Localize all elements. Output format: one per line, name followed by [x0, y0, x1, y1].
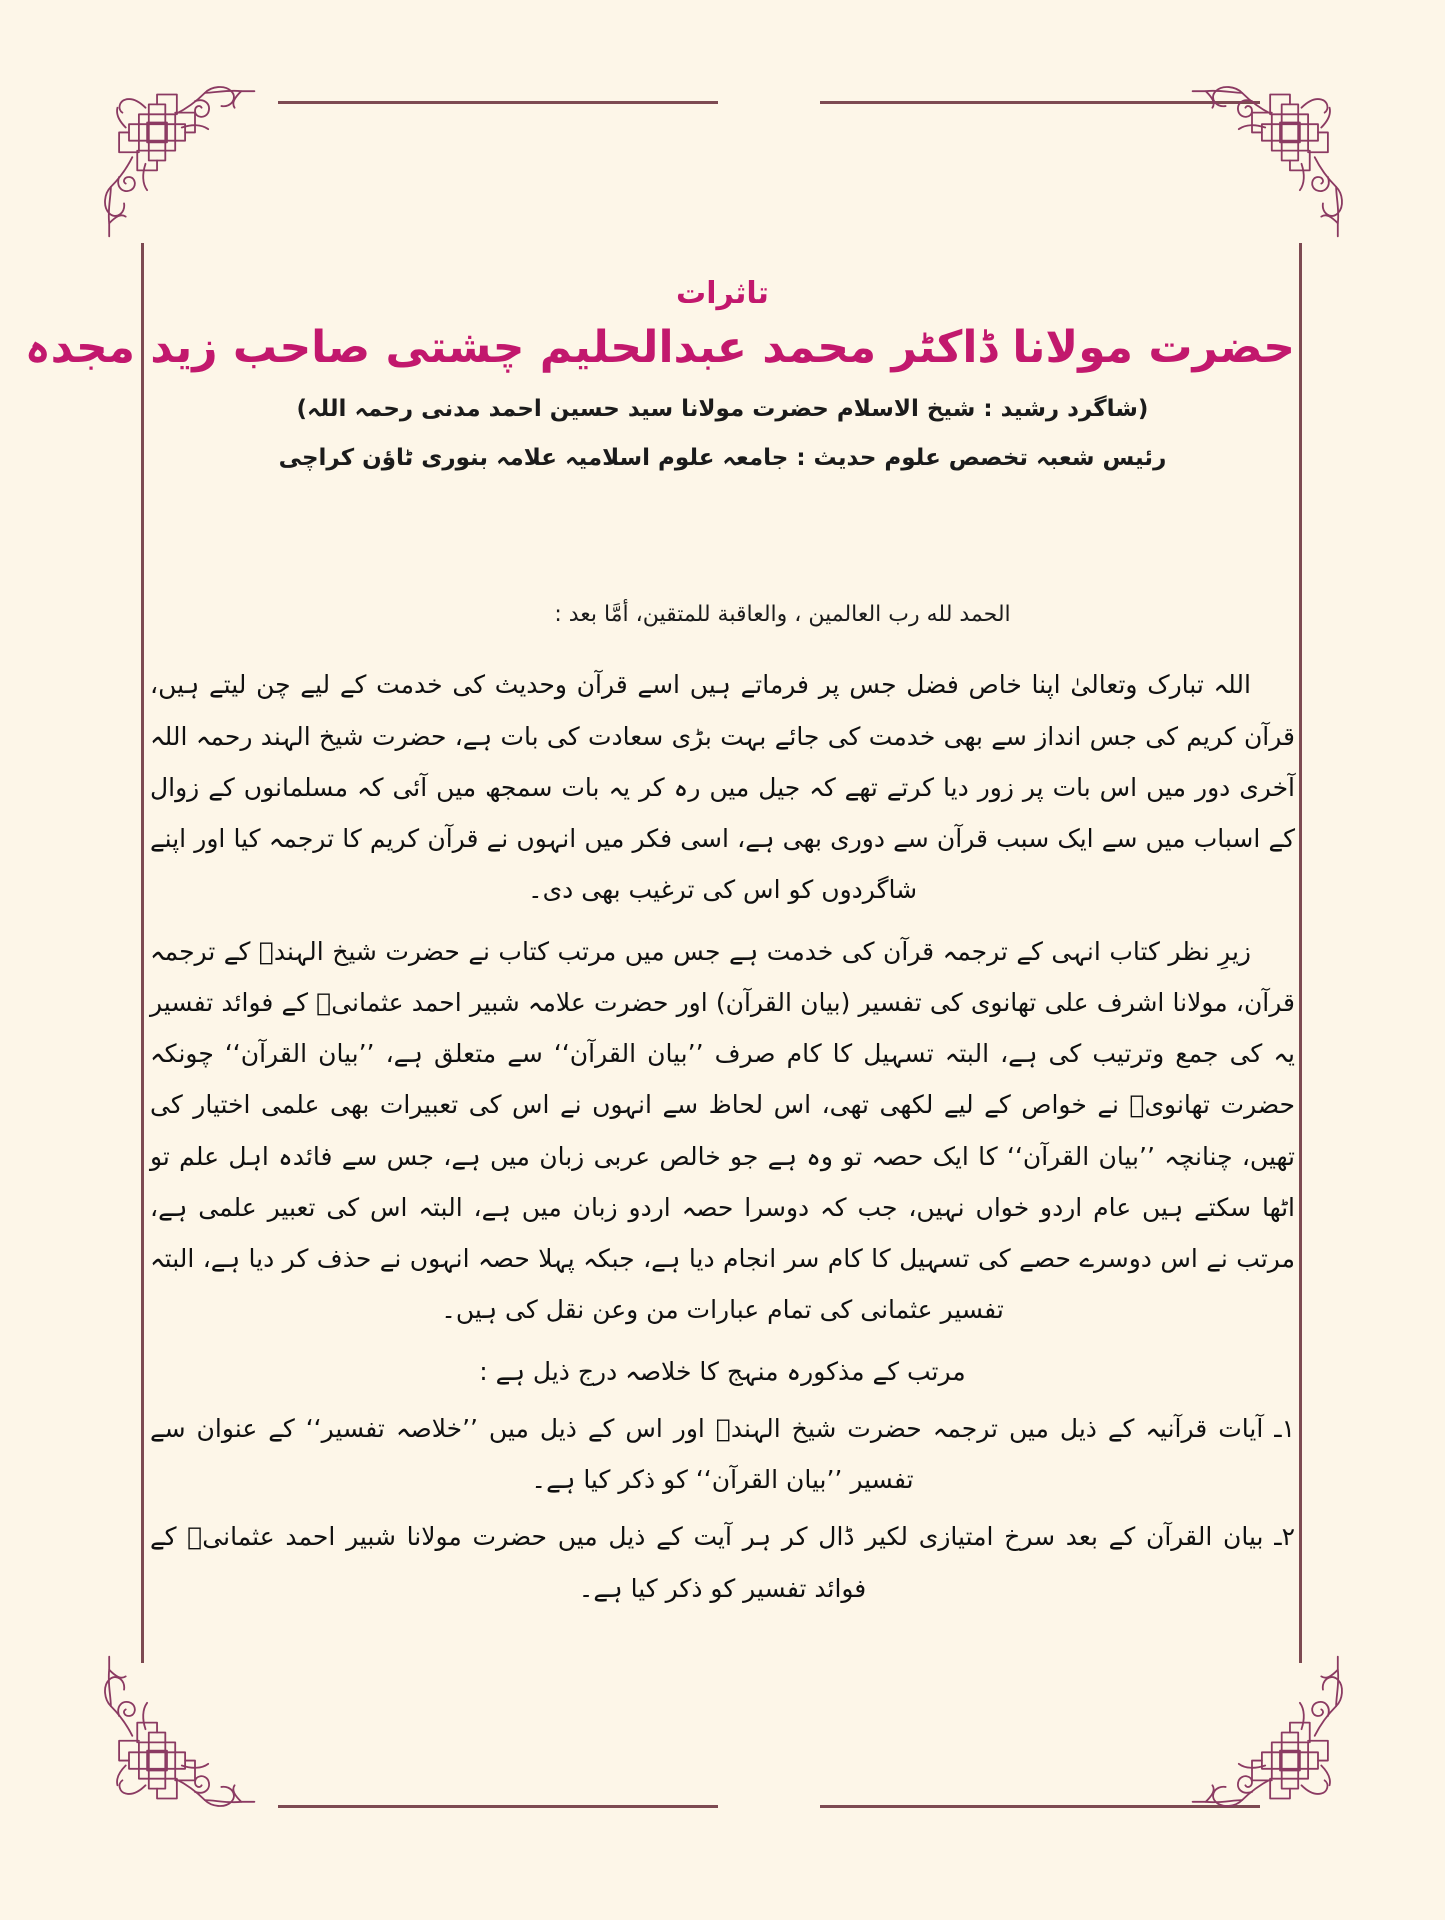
list-item: ۱ـ آیات قرآنیہ کے ذیل میں ترجمہ حضرت شیخ الہندؒ اور اس کے ذیل میں ’’خلاصہ تفسیر‘‘ کے عنوان سے تفسیر ’’بیان القرآن‘‘ کو ذکر کیا ہے۔	[150, 1413, 1295, 1495]
body-paragraph: اللہ تبارک وتعالیٰ اپنا خاص فضل جس پر فرماتے ہیں اسے قرآن وحدیث کی خدمت کے لیے چن لیتے ہیں، قرآن کریم کی جس انداز سے بھی خدمت کی جائے بہت بڑی سعادت کی بات ہے، حضرت شیخ الہند رحمہ اللہ آخری دور میں اس بات پر زور دیا کرتے تھے کہ جیل میں رہ کر یہ بات سمجھ میں آئی کہ مسلمانوں کے زوال کے اسباب میں سے ایک سبب قرآن سے دوری بھی ہے، اسی فکر میں انہوں نے قرآن کریم کا ترجمہ کیا اور اپنے شاگردوں کو اس کی ترغیب بھی دی۔	[150, 670, 1295, 905]
body-paragraph: زیرِ نظر کتاب انہی کے ترجمہ قرآن کی خدمت ہے جس میں مرتب کتاب نے حضرت شیخ الہندؒ کے ترجمہ قرآن، مولانا اشرف علی تھانوی کی تفسیر (بیان القرآن) اور حضرت علامہ شبیر احمد عثمانیؒ کے فوائد تفسیر یہ کی جمع وترتیب کی ہے، البتہ تسہیل کا کام صرف ’’بیان القرآن‘‘ سے متعلق ہے، ’’بیان القرآن‘‘ چونکہ حضرت تھانویؒ نے خواص کے لیے لکھی تھی، اس لحاظ سے انہوں نے اس کی تعبیرات بھی علمی اختیار کی تھیں، چنانچہ ’’بیان القرآن‘‘ کا ایک حصہ تو وہ ہے جو خالص عربی زبان میں ہے، جس سے فائدہ اہل علم تو اٹھا سکتے ہیں عام اردو خواں نہیں، جب کہ دوسرا حصہ اردو زبان میں ہے، البتہ اس کی تعبیر علمی ہے، مرتب نے اس دوسرے حصے کی تسہیل کا کام سر انجام دیا ہے، جبکہ پہلا حصہ انہوں نے حذف کر دیا ہے، البتہ تفسیر عثمانی کی تمام عبارات من وعن نقل کی ہیں۔	[150, 936, 1295, 1325]
author-credit-line-2: رئیس شعبہ تخصص علوم حدیث : جامعہ علوم اسلامیہ علامہ بنوری ٹاؤن کراچی	[278, 444, 1167, 471]
frame-line-top-left	[278, 101, 718, 104]
corner-ornament-top-left	[96, 78, 261, 243]
author-credit-line-1: (شاگرد رشید : شیخ الاسلام حضرت مولانا سید حسین احمد مدنی رحمہ اللہ)	[296, 396, 1149, 423]
summary-lead-line: مرتب کے مذکورہ منہج کا خلاصہ درج ذیل ہے :	[479, 1356, 966, 1386]
list-item: ۲ـ بیان القرآن کے بعد سرخ امتیازی لکیر ڈال کر ہر آیت کے ذیل میں حضرت مولانا شبیر احمد عثمانیؒ کے فوائد تفسیر کو ذکر کیا ہے۔	[150, 1522, 1295, 1603]
corner-ornament-bottom-left	[96, 1650, 261, 1815]
frame-line-right	[1299, 243, 1302, 1663]
corner-ornament-bottom-right	[1186, 1650, 1351, 1815]
frame-line-bottom-left	[278, 1805, 718, 1808]
frame-line-left	[141, 243, 144, 1663]
page-kicker: تاثرات	[676, 276, 769, 311]
page-title: حضرت مولانا ڈاکٹر محمد عبدالحلیم چشتی صاحب زید مجدہ	[24, 322, 1295, 373]
document-content	[24, 250, 1295, 1620]
arabic-opening-line: الحمد لله رب العالمين ، والعاقبة للمتقين، أمَّا بعد :	[554, 601, 1011, 627]
corner-ornament-top-right	[1186, 78, 1351, 243]
